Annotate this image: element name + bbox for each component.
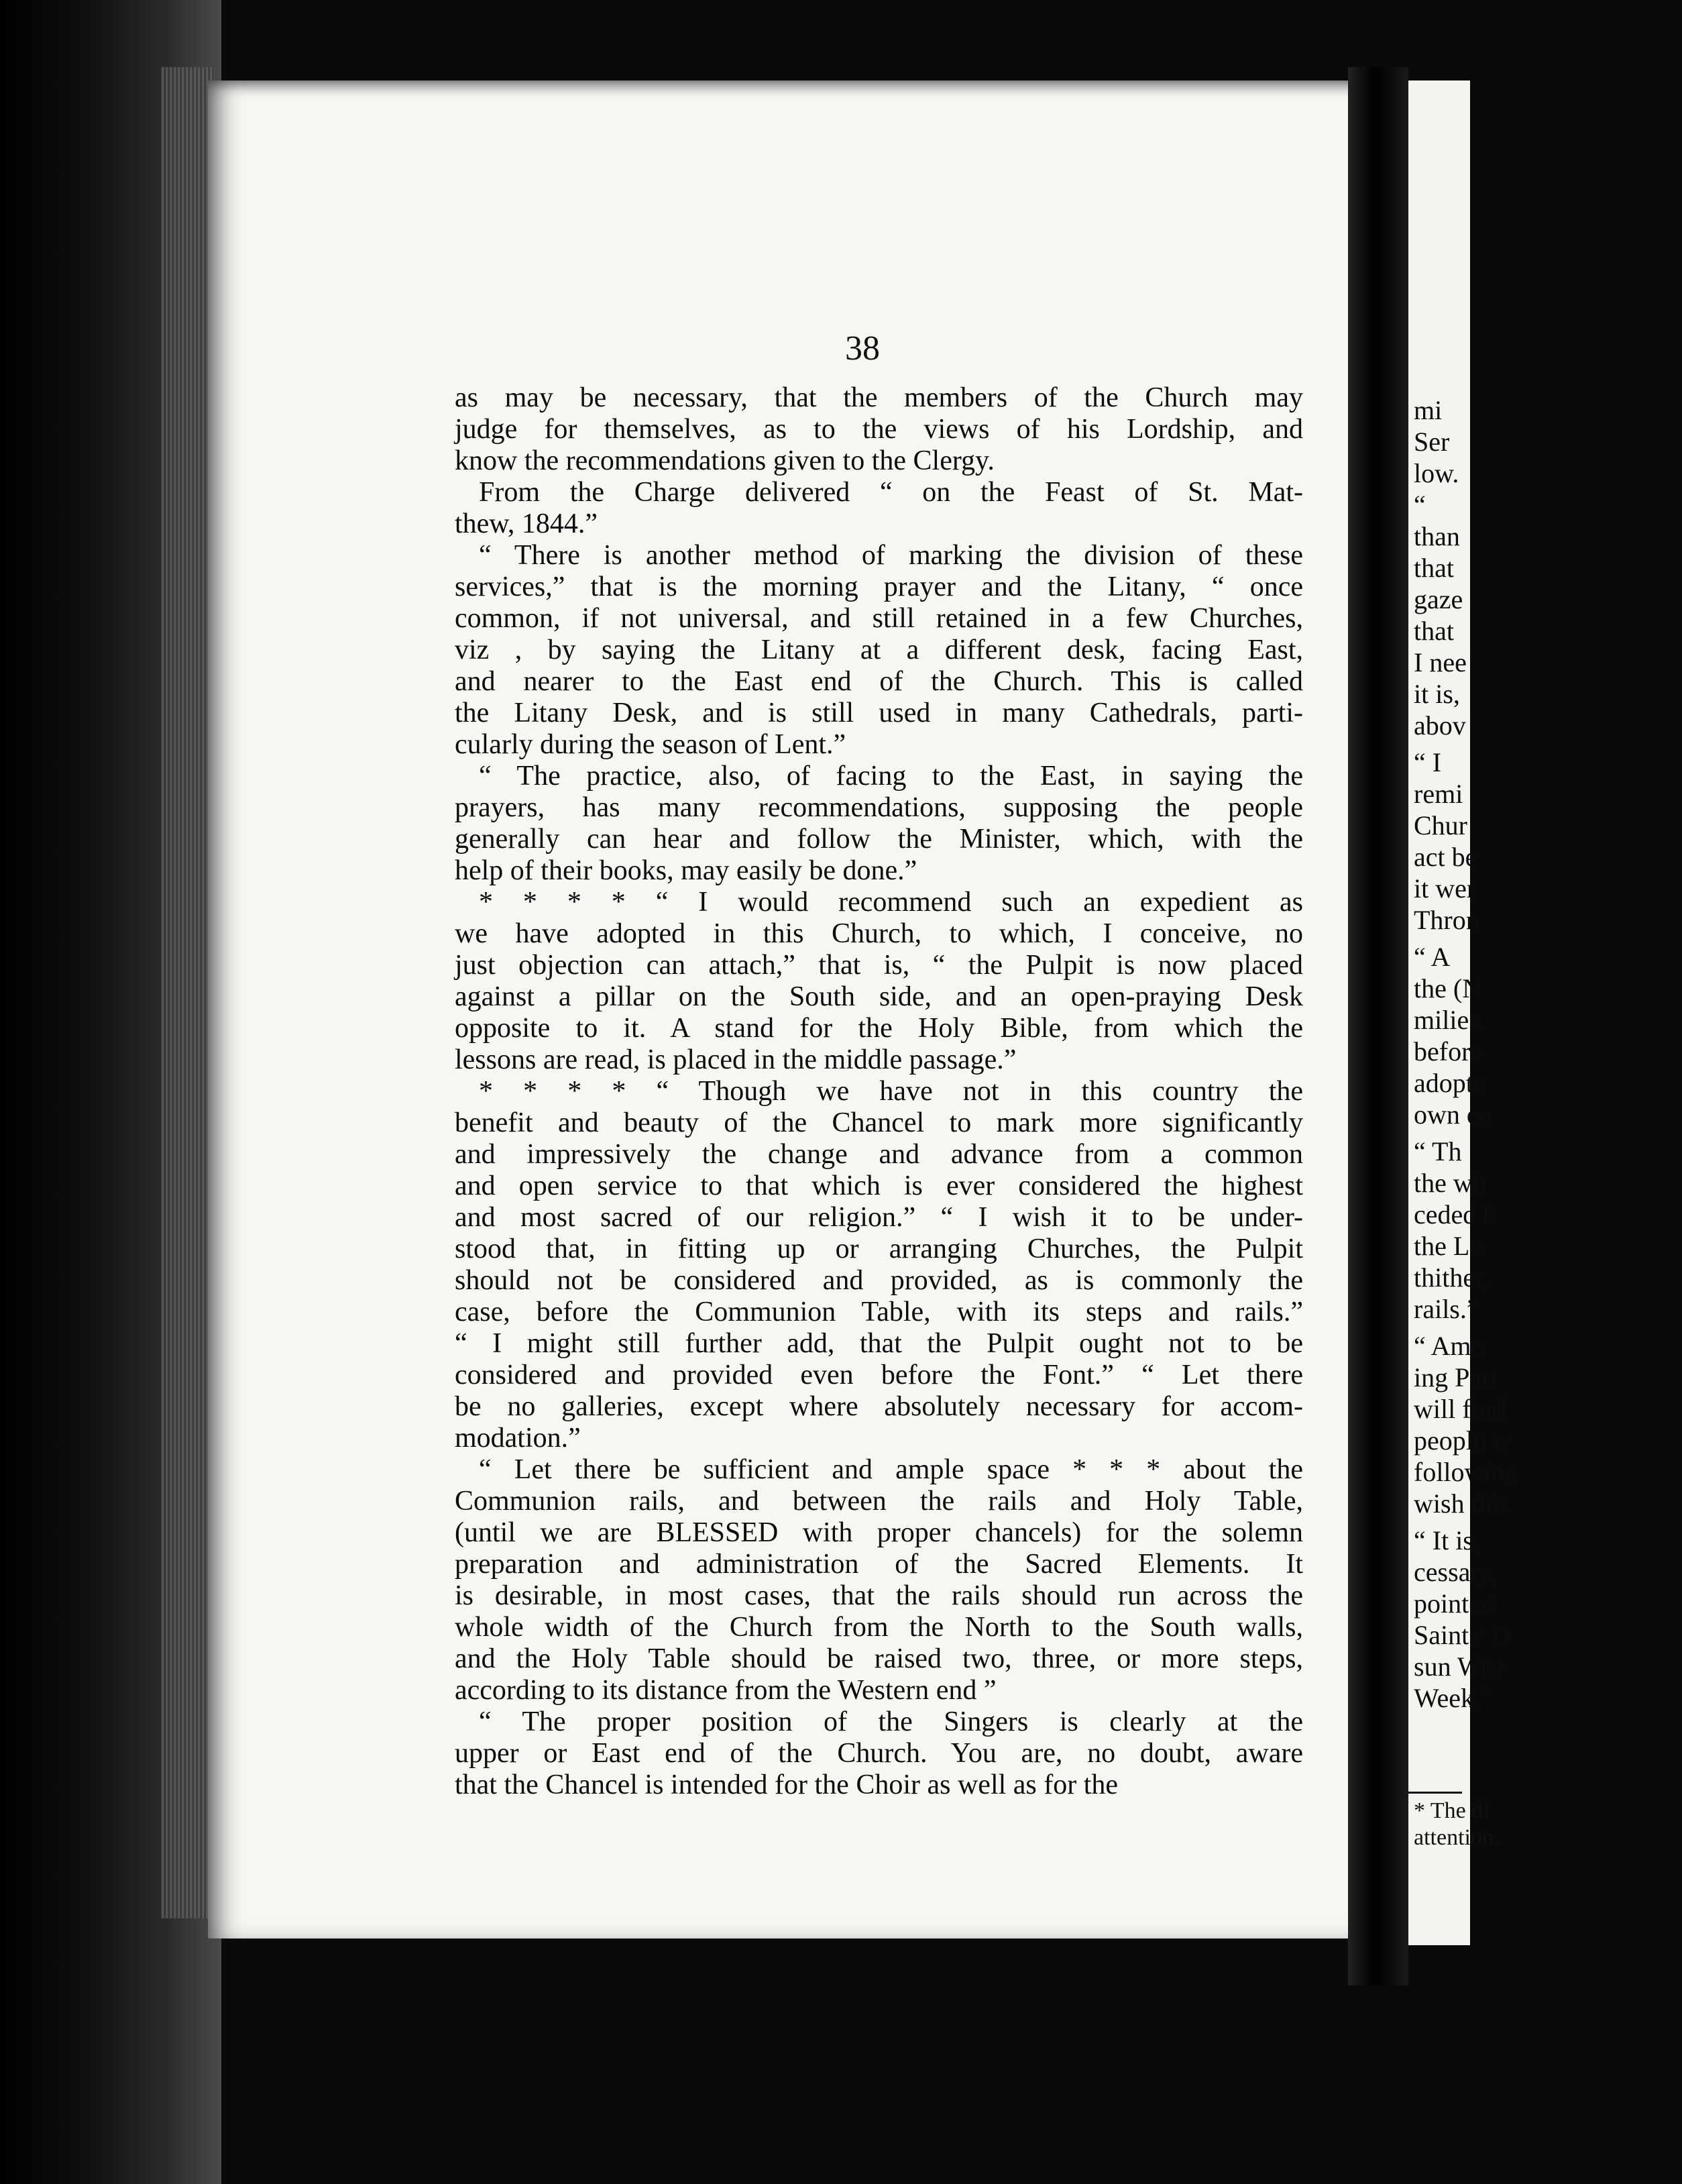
facing-text-line: pointed bbox=[1414, 1588, 1494, 1619]
text-line: Communion rails, and between the rails and Holy Table, bbox=[455, 1486, 1303, 1517]
facing-text-line: milies. bbox=[1414, 1005, 1486, 1035]
text-line: “ There is another method of marking the division of these bbox=[479, 540, 1303, 571]
facing-text-line: cessary, bbox=[1414, 1557, 1498, 1587]
facing-text-line: Thron bbox=[1414, 905, 1479, 935]
facing-text-line: rails.” bbox=[1414, 1294, 1479, 1324]
facing-text-line: remi bbox=[1414, 779, 1463, 809]
facing-text-line: adopte bbox=[1414, 1068, 1485, 1098]
facing-text-line: mi bbox=[1414, 395, 1443, 425]
page-stack-edges bbox=[161, 67, 215, 1918]
text-line: considered and provided even before the Font.” “ Let there bbox=[455, 1360, 1303, 1390]
text-line: upper or East end of the Church. You are, no doubt, aware bbox=[455, 1738, 1303, 1769]
facing-text-line: Chur bbox=[1414, 810, 1467, 840]
facing-text-line: it wer bbox=[1414, 873, 1476, 904]
footnote-rule bbox=[1408, 1792, 1462, 1794]
text-line: services,” that is the morning prayer and the Litany, “ once bbox=[455, 571, 1303, 602]
paragraph bbox=[455, 761, 1303, 887]
facing-text-line: ceded b bbox=[1414, 1199, 1497, 1230]
facing-text-line: “ A bbox=[1414, 942, 1451, 972]
paragraph bbox=[455, 382, 1303, 477]
page-body-text bbox=[455, 382, 1303, 1801]
facing-text-line: the wh bbox=[1414, 1168, 1486, 1198]
text-line: know the recommendations given to the Clergy. bbox=[455, 445, 995, 476]
text-line: * * * * “ Though we have not in this country the bbox=[479, 1076, 1303, 1107]
facing-text-line: the Lo bbox=[1414, 1231, 1483, 1261]
facing-text-line: “ Amo bbox=[1414, 1331, 1485, 1361]
text-line: preparation and administration of the Sacred Elements. It bbox=[455, 1549, 1303, 1580]
facing-text-line: it is, bbox=[1414, 679, 1460, 709]
footnote-line: attention. bbox=[1414, 1825, 1500, 1850]
facing-text-line: wish this bbox=[1414, 1488, 1510, 1519]
facing-text-line: people w bbox=[1414, 1425, 1512, 1456]
text-line: cularly during the season of Lent.” bbox=[455, 729, 846, 760]
text-line: stood that, in fitting up or arranging Churches, the Pulpit bbox=[455, 1234, 1303, 1264]
paragraph bbox=[455, 477, 1303, 540]
facing-text-line: before bbox=[1414, 1036, 1483, 1067]
text-line: against a pillar on the South side, and an open-praying Desk bbox=[455, 981, 1303, 1012]
facing-text-line: ing Pari bbox=[1414, 1362, 1498, 1393]
text-line: “ The practice, also, of facing to the East, in saying the bbox=[479, 761, 1303, 791]
text-line: “ I might still further add, that the Pulpit ought not to be bbox=[455, 1328, 1303, 1359]
facing-text-line: I nee bbox=[1414, 647, 1467, 677]
facing-text-line: that bbox=[1414, 616, 1454, 646]
text-line: the Litany Desk, and is still used in many Cathedrals, parti- bbox=[455, 698, 1303, 728]
text-line: according to its distance from the Western end ” bbox=[455, 1675, 997, 1706]
facing-text-line: “ I bbox=[1414, 747, 1442, 777]
paragraph bbox=[455, 540, 1303, 761]
paragraph bbox=[455, 887, 1303, 1076]
text-line: benefit and beauty of the Chancel to mark more significantly bbox=[455, 1107, 1303, 1138]
text-line: * * * * “ I would recommend such an expedient as bbox=[479, 887, 1303, 918]
facing-text-line: Week.” bbox=[1414, 1683, 1493, 1713]
text-line: case, before the Communion Table, with its steps and rails.” bbox=[455, 1297, 1303, 1327]
facing-text-line: abov bbox=[1414, 710, 1466, 741]
facing-page-text bbox=[1414, 394, 1682, 1714]
text-line: common, if not universal, and still retained in a few Churches, bbox=[455, 603, 1303, 634]
text-line: (until we are BLESSED with proper chancels) for the solemn bbox=[455, 1517, 1303, 1548]
text-line: “ The proper position of the Singers is clearly at the bbox=[479, 1706, 1303, 1737]
facing-text-line: own co bbox=[1414, 1099, 1492, 1130]
text-line: should not be considered and provided, as is commonly the bbox=[455, 1265, 1303, 1296]
text-line: and the Holy Table should be raised two, three, or more steps, bbox=[455, 1643, 1303, 1674]
facing-text-line: “ bbox=[1414, 490, 1426, 520]
text-line: as may be necessary, that the members of the Church may bbox=[455, 382, 1303, 413]
facing-text-line: that bbox=[1414, 553, 1454, 583]
text-line: prayers, has many recommendations, supposing the people bbox=[455, 792, 1303, 823]
facing-page-footnote bbox=[1414, 1798, 1499, 1851]
text-line: viz , by saying the Litany at a different desk, facing East, bbox=[455, 635, 1303, 665]
text-line: generally can hear and follow the Minister, which, with the bbox=[455, 824, 1303, 855]
facing-text-line: will find bbox=[1414, 1394, 1506, 1424]
text-line: “ Let there be sufficient and ample space * * * about the bbox=[479, 1454, 1303, 1485]
text-line: judge for themselves, as to the views of his Lordship, and bbox=[455, 414, 1303, 445]
text-line: we have adopted in this Church, to which, I conceive, no bbox=[455, 918, 1303, 949]
facing-text-line: act be bbox=[1414, 842, 1477, 872]
text-line: and impressively the change and advance from a common bbox=[455, 1139, 1303, 1170]
text-line: that the Chancel is intended for the Choir as well as for the bbox=[455, 1769, 1119, 1800]
facing-text-line: “ Th bbox=[1414, 1136, 1462, 1166]
text-line: whole width of the Church from the North to the South walls, bbox=[455, 1612, 1303, 1643]
facing-text-line: gaze bbox=[1414, 584, 1463, 614]
facing-text-line: than bbox=[1414, 521, 1460, 551]
text-line: modation.” bbox=[455, 1423, 581, 1454]
text-line: opposite to it. A stand for the Holy Bible, from which the bbox=[455, 1013, 1303, 1044]
text-line: help of their books, may easily be done.” bbox=[455, 855, 917, 886]
text-line: and most sacred of our religion.” “ I wish it to be under- bbox=[455, 1202, 1303, 1233]
facing-text-line: “ It is, bbox=[1414, 1525, 1480, 1555]
facing-text-line: low. bbox=[1414, 458, 1459, 488]
text-line: be no galleries, except where absolutely necessary for accom- bbox=[455, 1391, 1303, 1422]
footnote-line: * The di bbox=[1414, 1798, 1490, 1823]
text-line: is desirable, in most cases, that the rails should run across the bbox=[455, 1580, 1303, 1611]
facing-text-line: the (N bbox=[1414, 973, 1482, 1003]
paragraph bbox=[455, 1076, 1303, 1454]
text-line: thew, 1844.” bbox=[455, 508, 598, 539]
paragraph bbox=[455, 1706, 1303, 1801]
text-line: From the Charge delivered “ on the Feast of St. Mat- bbox=[479, 477, 1303, 508]
facing-text-line: Ser bbox=[1414, 427, 1450, 457]
text-line: lessons are read, is placed in the middle passage.” bbox=[455, 1044, 1017, 1075]
paragraph bbox=[455, 1454, 1303, 1706]
facing-text-line: sun Wee bbox=[1414, 1651, 1504, 1682]
page-number: 38 bbox=[845, 329, 880, 368]
facing-text-line: thither, bbox=[1414, 1262, 1490, 1293]
facing-text-line: following bbox=[1414, 1457, 1518, 1487]
text-line: and nearer to the East end of the Church. This is called bbox=[455, 666, 1303, 697]
text-line: just objection can attach,” that is, “ the Pulpit is now placed bbox=[455, 950, 1303, 981]
facing-page-edge bbox=[1408, 80, 1518, 1945]
facing-text-line: Saints' D bbox=[1414, 1620, 1510, 1650]
book-gutter bbox=[1348, 67, 1408, 1985]
text-line: and open service to that which is ever considered the highest bbox=[455, 1170, 1303, 1201]
